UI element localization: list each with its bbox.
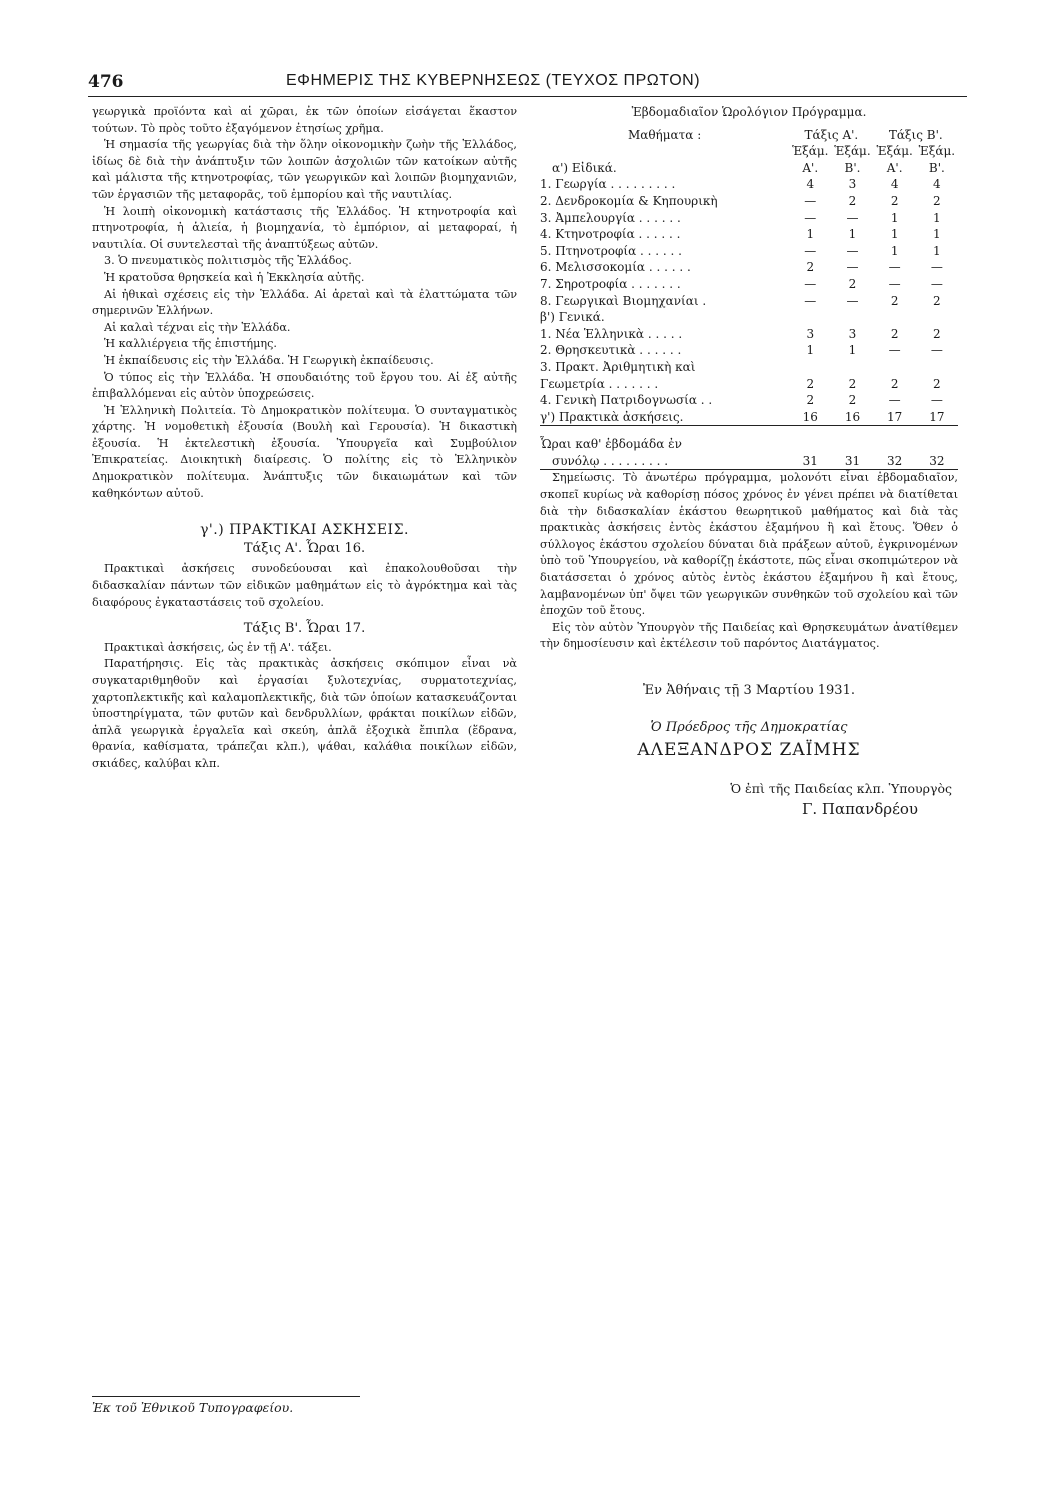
hours-cell: 1 [890,210,899,225]
section-title: γ'.) ΠΡΑΚΤΙΚΑΙ ΑΣΚΗΣΕΙΣ. [200,522,409,539]
class-a-header: Τάξις Α'. [804,127,859,142]
hours-cell: — [846,210,859,225]
hours-cell: 3 [848,177,857,192]
table-row [540,210,958,227]
semester-a-header: Ἑξάμ. Α'. [792,144,829,175]
subject-label: 1. Γεωργία . . . . . . . . . [540,177,676,192]
hours-cell: — [888,343,901,358]
table-row [540,226,958,243]
subject-label: 4. Γενικὴ Πατριδογνωσία . . [540,393,713,408]
class-b-header: Τάξις Β'. [888,127,943,142]
hours-cell: 2 [806,393,815,408]
subject-label: Γεωμετρία . . . . . . . [540,376,659,391]
table-header-row [540,127,958,144]
hours-cell: — [930,276,943,291]
table-row [540,243,958,260]
minister-title: Ὁ ἐπὶ τῆς Παιδείας κλπ. Ὑπουργὸς [730,780,952,796]
total-cell: 31 [789,453,831,470]
table-row [540,342,958,359]
paragraph: Ἡ κρατοῦσα θρησκεία καὶ ἡ Ἐκκλησία αὐτῆς. [104,270,365,284]
hours-cell: — [846,260,859,275]
subjects-label: Μαθήματα : [627,127,702,142]
hours-cell: 1 [806,227,815,242]
left-column [92,104,517,773]
hours-cell: 2 [933,293,941,308]
paragraph: Πρακτικαὶ ἀσκήσεις συνοδεύουσαι καὶ ἐπακολουθοῦσαι τὴν διδασκαλίαν πάντων τῶν εἰδικῶν μαθημάτων εἰς τὸ ἀγρόκτημα καὶ τὰς διαφόρους ἐγκαταστάσεις τοῦ σχολείου. [92,562,517,609]
paragraph: Ἡ σημασία τῆς γεωργίας διὰ τὴν ὅλην οἰκονομικὴν ζωὴν τῆς Ἑλλάδος, ἰδίως δὲ διὰ τὴν ἀνάπτυξιν τῶν λοιπῶν ἀσχολιῶν τῶν κατοίκων αὐτῆς καὶ μάλιστα τῆς κτηνοτροφίας, τῶν γεωργικῶν καὶ λοιπῶν βιομηχανιῶν, τῶν ἐργασιῶν τῆς μεταφορᾶς, τοῦ ἐμπορίου καὶ τῆς ναυτιλίας. [92,138,517,201]
hours-cell: 2 [890,326,899,341]
table-row [540,176,958,193]
semester-b-header: Ἑξάμ. Β'. [834,144,871,175]
hours-cell: 17 [929,409,945,424]
table-row [540,309,958,326]
hours-cell: 1 [933,210,941,225]
paragraph: Αἱ καλαὶ τέχναι εἰς τὴν Ἑλλάδα. [104,320,291,334]
schedule-table [540,127,958,471]
paragraph: Ἡ Ἑλληνικὴ Πολιτεία. Τὸ Δημοκρατικὸν πολίτευμα. Ὁ συνταγματικὸς χάρτης. Ἡ νομοθετικὴ ἐξουσία (Βουλὴ καὶ Γερουσία). Ἡ δικαστικὴ ἐξουσία. Ἡ ἐκτελεστικὴ ἐξουσία. Ὑπουργεῖα καὶ Συμβούλιον Ἐπικρατείας. Διοικητικὴ διαίρεσις. Ὁ πολίτης εἰς τὸ Ἑλληνικὸν Δημοκρατικὸν πολίτευμα. Ἀνάπτυξις τῶν δικαιωμάτων καὶ τῶν καθηκόντων αὐτοῦ. [92,403,517,500]
hours-cell: — [804,243,817,258]
table-row [540,326,958,343]
page-title: ΕΦΗΜΕΡΙΣ ΤΗΣ ΚΥΒΕΡΝΗΣΕΩΣ (ΤΕΥΧΟΣ ΠΡΩΤΟΝ) [286,72,701,89]
hours-cell [874,359,916,376]
hours-cell: — [930,260,943,275]
hours-cell: — [804,276,817,291]
hours-cell: 1 [848,227,857,242]
hours-cell: 4 [890,177,899,192]
hours-cell: — [804,210,817,225]
hours-cell: — [888,276,901,291]
subject-label: β') Γενικά. [540,310,605,325]
hours-cell: — [930,393,943,408]
table-row [540,276,958,293]
hours-cell: 1 [933,243,941,258]
semester-b-header: Ἑξάμ. Β'. [918,144,956,175]
hours-cell [916,359,958,376]
hours-cell [831,309,873,326]
hours-cell: 2 [890,293,899,308]
hours-cell: 2 [806,260,815,275]
president-name: ΑΛΕΞΑΝΔΡΟΣ ΖΑΪΜΗΣ [637,740,861,761]
paragraph: Παρατήρησις. Εἰς τὰς πρακτικὰς ἀσκήσεις σκόπιμον εἶναι νὰ συγκαταριθμηθοῦν καὶ ἐργασίαι ξυλοτεχνίας, συρματοτεχνίας, χαρτοπλεκτικῆς καὶ καλαμοπλεκτικῆς, διὰ τῶν ὁποίων κατασκευάζονται ὑποστηρίγματα, τῶν φυτῶν καὶ δενδρυλλίων, φράκται ποικίλων εἰδῶν, ἁπλᾶ γεωργικὰ ἐργαλεῖα καὶ σκεύη, ἁπλᾶ ἐξοχικὰ ἔπιπλα (ἕδρανα, θρανία, καθίσματα, τράπεζαι κλπ.), ψάθαι, καλάθια ποικίλων εἰδῶν, σκιάδες, καλύβαι κλπ. [92,657,517,770]
subject-label: 2. Δενδροκομία & Κηπουρικὴ [540,193,718,208]
subject-label: 7. Σηροτροφία . . . . . . . [540,276,681,291]
minister-name: Γ. Παπανδρέου [801,800,918,819]
hours-cell: 2 [848,393,857,408]
hours-cell: 3 [848,326,857,341]
class-b-heading: Τάξις Β'. Ὧραι 17. [243,621,366,637]
hours-cell: 4 [933,177,941,192]
hours-cell: 1 [806,343,815,358]
paragraph: Ὁ τύπος εἰς τὴν Ἑλλάδα. Ἡ σπουδαιότης τοῦ ἔργου του. Αἱ ἐξ αὐτῆς ἐπιβαλλόμεναι εἰς αὐτὸν ὑποχρεώσεις. [92,370,517,401]
hours-cell: 16 [802,409,818,424]
schedule-title: Ἑβδομαδιαῖον Ὡρολόγιον Πρόγραμμα. [631,105,867,119]
hours-cell: — [804,193,817,208]
hours-cell: 3 [806,326,815,341]
footer-imprint: Ἐκ τοῦ Ἐθνικοῦ Τυπογραφείου. [92,1400,294,1415]
table-row [540,259,958,276]
hours-cell: — [804,293,817,308]
table-row [540,392,958,409]
hours-cell: 2 [806,376,815,391]
subject-label: 4. Κτηνοτροφία . . . . . . [540,227,681,242]
paragraph: Ἡ λοιπὴ οἰκονομικὴ κατάστασις τῆς Ἑλλάδος. Ἡ κτηνοτροφία καὶ πτηνοτροφία, ἡ ἁλιεία, ἡ βιομηχανία, τὸ ἐμπόριον, αἱ μεταφοραί, ἡ ναυτιλία. Οἱ συντελεσταὶ τῆς ἀναπτύξεως αὐτῶν. [92,204,517,251]
hours-cell: 1 [848,343,857,358]
table-row [540,193,958,210]
total-cell: 32 [874,453,916,470]
subject-label: 3. Ἀμπελουργία . . . . . . [540,210,681,225]
hours-cell: 2 [890,193,899,208]
paragraph: Πρακτικαὶ ἀσκήσεις, ὡς ἐν τῇ Α'. τάξει. [104,640,332,654]
note-paragraph: Σημείωσις. Τὸ ἀνωτέρω πρόγραμμα, μολονότι εἶναι ἑβδομαδιαῖον, σκοπεῖ κυρίως νὰ καθορίσῃ πόσος χρόνος ἐν γένει πρέπει νὰ διατίθεται διὰ τὴν διδασκαλίαν ἑκάστου θεωρητικοῦ μαθήματος καὶ διὰ τὰς πρακτικὰς ἀσκήσεις ἐντὸς ἑκάστου ἑξαμήνου ἢ καὶ ἔτους. Ὅθεν ὁ σύλλογος ἑκάστου σχολείου δύναται διὰ πράξεων αὐτοῦ, ἐγκρινομένων ὑπὸ τοῦ Ὑπουργείου, νὰ καθορίζῃ ἑκάστοτε, πῶς εἶναι σκοπιμώτερον νὰ διατάσσεται ὁ χρόνος αὐτὸς ἐντὸς ἑκάστου ἑξαμήνου ἢ καὶ ἔτους, λαμβανομένων ὑπ' ὄψει τῶν γεωργικῶν συνθηκῶν τοῦ σχολείου καὶ τῶν ἐποχῶν τοῦ ἔτους. [540,471,958,618]
table-row [540,293,958,310]
right-column [540,104,958,818]
hours-cell: — [888,393,901,408]
hours-cell: — [846,243,859,258]
table-row [540,359,958,376]
hours-cell: 4 [806,177,815,192]
hours-cell: 2 [848,193,857,208]
subject-label: 8. Γεωργικαὶ Βιομηχανίαι . [540,293,707,308]
total-cell: 32 [916,453,958,470]
table-row [540,453,958,470]
hours-cell: — [888,260,901,275]
hours-cell: 2 [933,193,941,208]
date-line: Ἐν Ἀθήναις τῇ 3 Μαρτίου 1931. [643,683,855,698]
table-row [540,426,958,453]
hours-cell [874,309,916,326]
subject-label: 6. Μελισσοκομία . . . . . . [540,260,691,275]
hours-cell [789,359,831,376]
footer-rule [92,1396,360,1397]
paragraph: Ἡ καλλιέργεια τῆς ἐπιστήμης. [104,337,277,351]
subject-label: 1. Νέα Ἑλληνικὰ . . . . . [540,326,683,341]
hours-cell [789,309,831,326]
paragraph: Αἱ ἠθικαὶ σχέσεις εἰς τὴν Ἑλλάδα. Αἱ ἀρεταὶ καὶ τὰ ἐλαττώματα τῶν σημερινῶν Ἑλλήνων. [92,287,517,318]
hours-cell: 1 [890,243,899,258]
subject-label: 2. Θρησκευτικὰ . . . . . . [540,343,682,358]
hours-cell [831,359,873,376]
hours-cell: 2 [933,376,941,391]
hours-cell: 16 [844,409,861,424]
table-row [540,409,958,426]
header-rule [88,96,967,97]
president-title: Ὁ Πρόεδρος τῆς Δημοκρατίας [650,719,848,735]
hours-cell: 2 [890,376,899,391]
hours-cell: 2 [848,376,857,391]
paragraph: 3. Ὁ πνευματικὸς πολιτισμὸς τῆς Ἑλλάδος. [104,254,352,268]
subject-label: 5. Πτηνοτροφία . . . . . . [540,243,682,258]
table-row [540,376,958,393]
hours-cell: 17 [887,409,903,424]
total-cell: 31 [831,453,873,470]
semester-a-header: Ἑξάμ. Α'. [876,144,913,175]
paragraph: Ἡ ἐκπαίδευσις εἰς τὴν Ἑλλάδα. Ἡ Γεωργικὴ ἐκπαίδευσις. [104,353,434,367]
hours-cell: 1 [890,227,899,242]
special-label: α') Εἰδικά. [552,160,617,175]
subject-label: γ') Πρακτικὰ ἀσκήσεις. [540,409,684,424]
hours-cell: 2 [848,276,857,291]
hours-cell: — [846,293,859,308]
hours-cell: — [930,343,943,358]
hours-cell: 2 [933,326,941,341]
class-a-heading: Τάξις Α'. Ὧραι 16. [243,540,366,556]
paragraph: γεωργικὰ προϊόντα καὶ αἱ χῶραι, ἐκ τῶν ὁποίων εἰσάγεται ἕκαστον τούτων. Τὸ πρὸς τοῦτο ἐξαγόμενον ἐτησίως χρῆμα. [92,105,517,135]
hours-cell: 1 [933,227,941,242]
total-label: Ὧραι καθ' ἑβδομάδα ἐν [540,426,789,453]
page-number: 476 [88,72,124,92]
total-label: συνόλῳ . . . . . . . . . [540,453,789,470]
subject-label: 3. Πρακτ. Ἀριθμητικὴ καὶ [540,359,696,374]
hours-cell [916,309,958,326]
table-header-row [540,143,958,176]
mandate-paragraph: Εἰς τὸν αὐτὸν Ὑπουργὸν τῆς Παιδείας καὶ Θρησκευμάτων ἀνατίθεμεν τὴν δημοσίευσιν καὶ ἐκτέλεσιν τοῦ παρόντος Διατάγματος. [540,620,958,651]
